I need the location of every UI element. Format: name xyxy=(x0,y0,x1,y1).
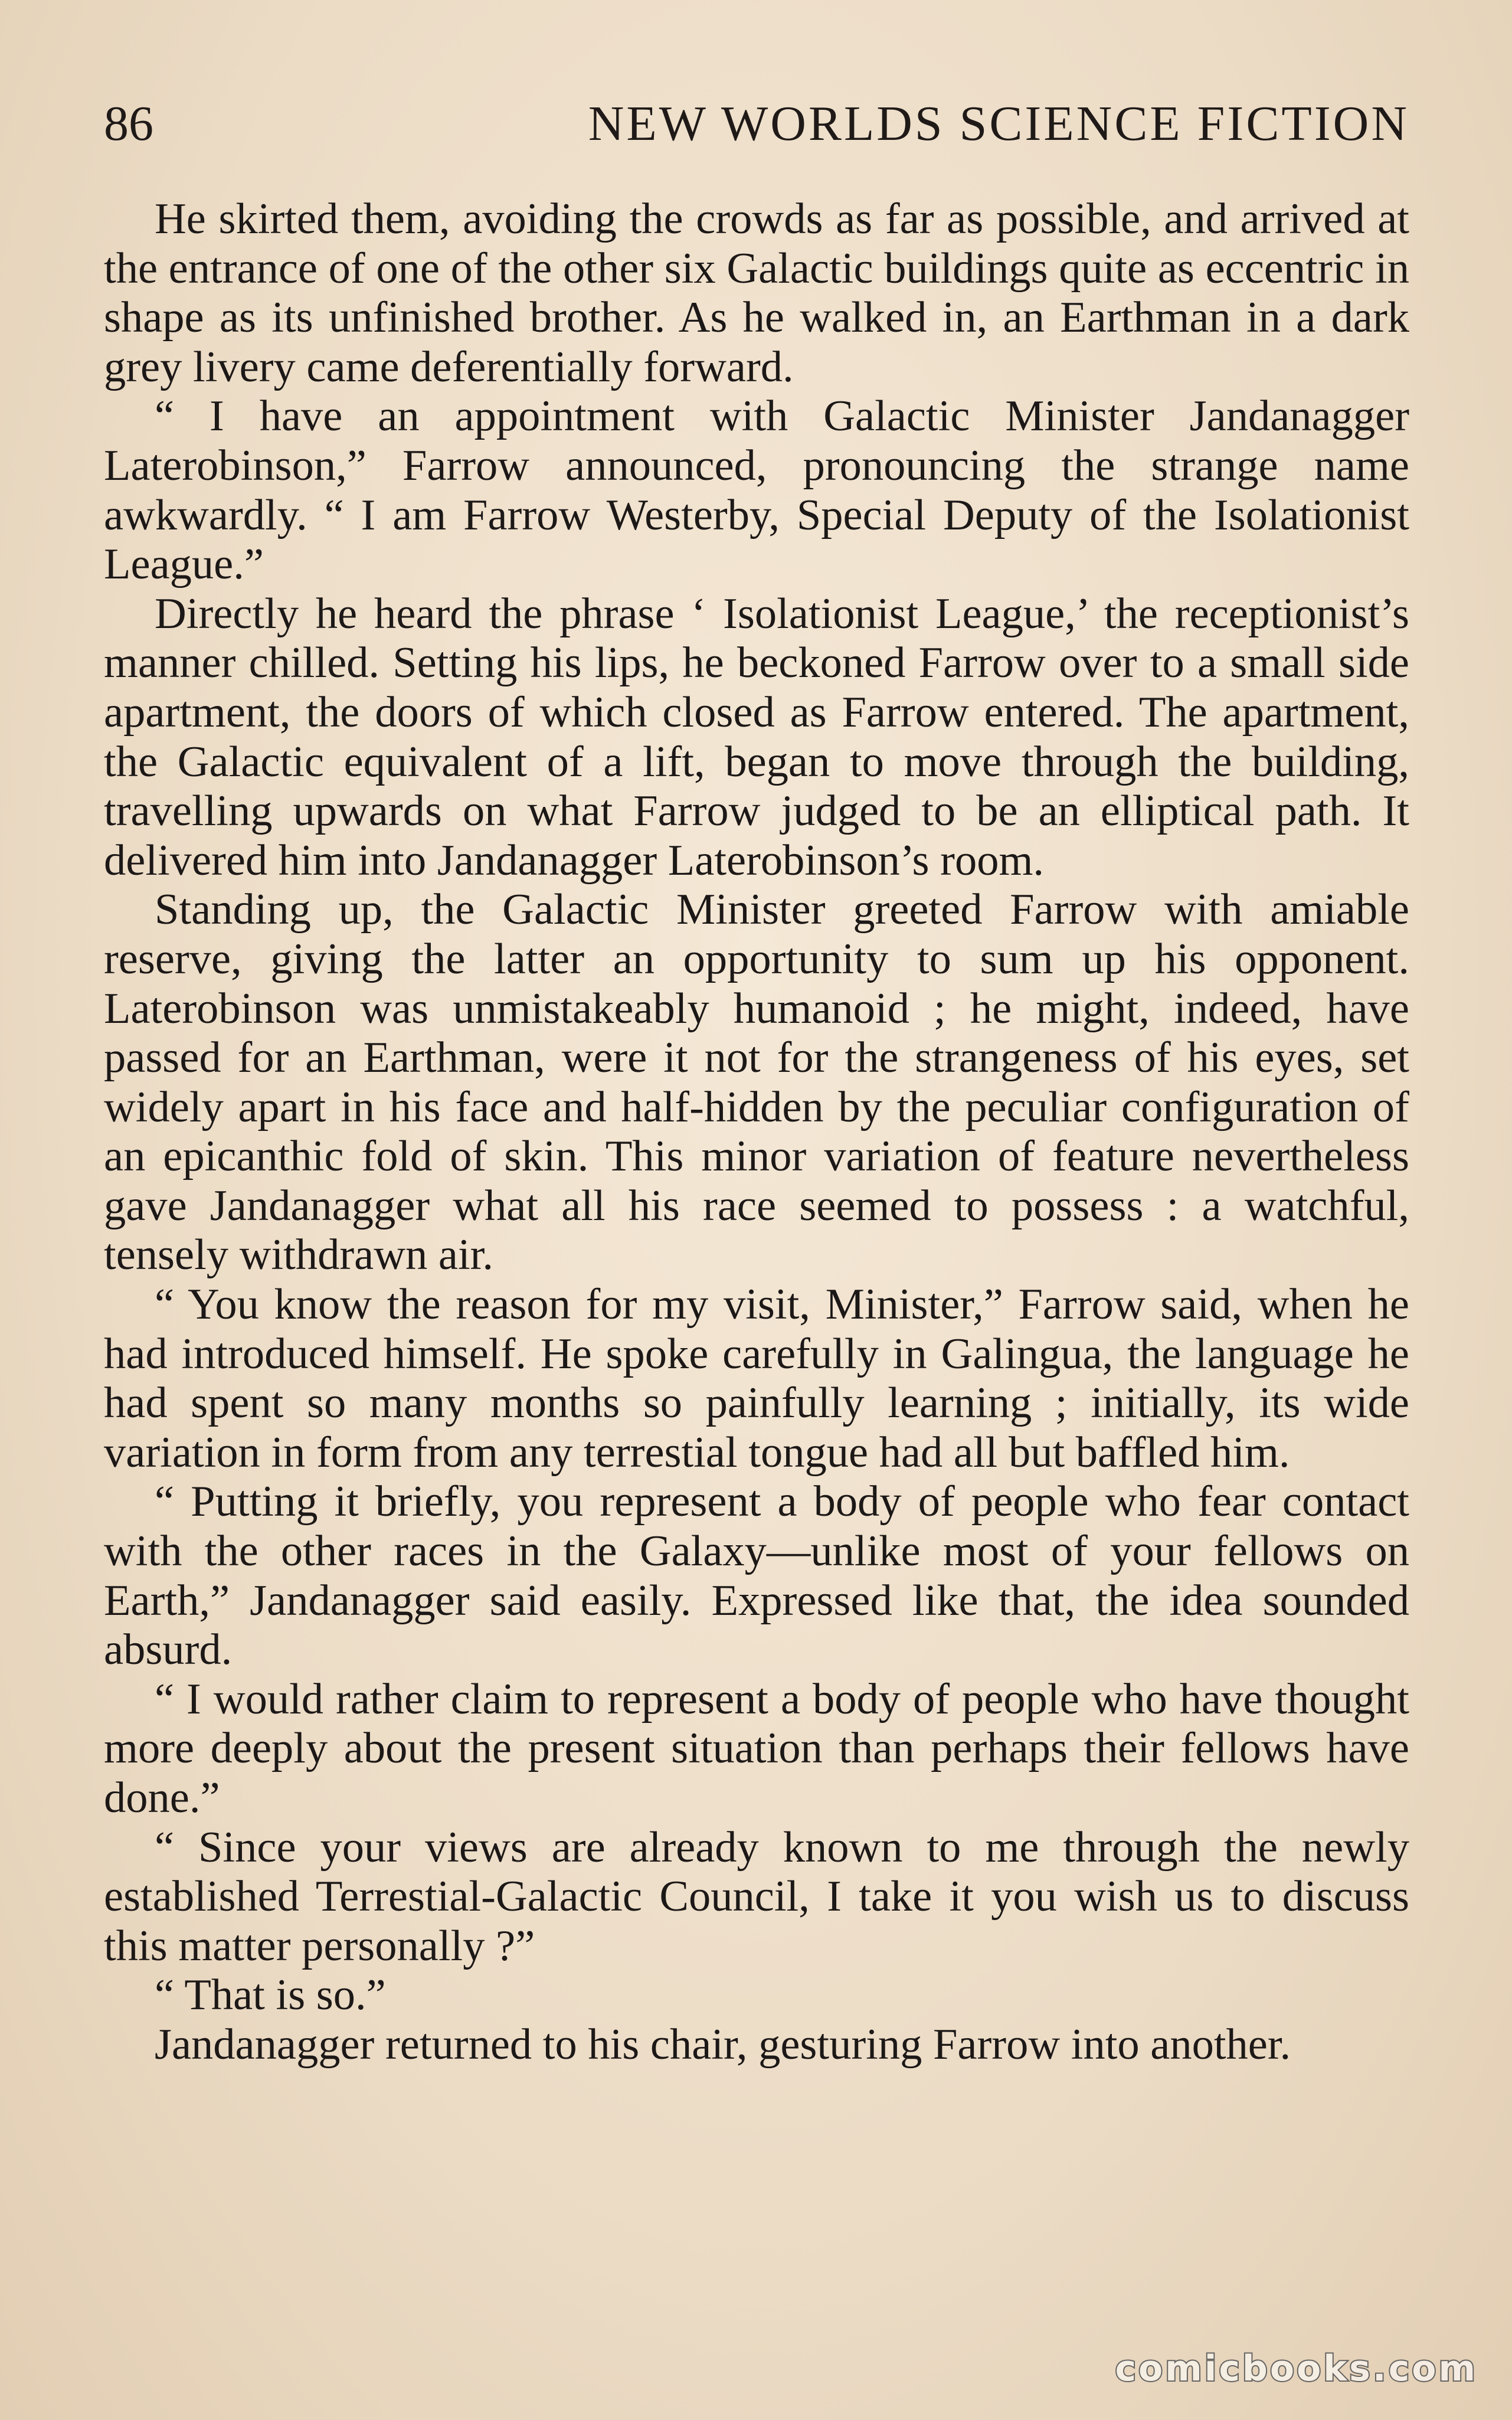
paragraph: “ Since your views are already known to me through the newly established Terrestial-Galactic Council, I take it you wish us to discuss this matter personally ?” xyxy=(104,1823,1409,1970)
paragraph: He skirted them, avoiding the crowds as far as possible, and arrived at the entrance of one of the other six Galactic buildings quite as eccentric in shape as its unfinished brother. As he walked in, an Earthman in a dark grey livery came deferentially forward. xyxy=(104,195,1409,391)
paragraph: “ Putting it briefly, you represent a body of people who fear contact with the other races in the Galaxy—unlike most of your fellows on Earth,” Jandanagger said easily. Expressed like that, the idea sounded absurd. xyxy=(104,1477,1409,1675)
running-header xyxy=(104,89,1409,159)
running-title: NEW WORLDS SCIENCE FICTION xyxy=(588,96,1409,151)
paragraph: “ I would rather claim to represent a body of people who have thought more deeply about the present situation than perhaps their fellows have done.” xyxy=(104,1675,1409,1822)
paragraph: Standing up, the Galactic Minister greeted Farrow with amiable reserve, giving the latter an opportunity to sum up his opponent. Laterobinson was unmistakeably humanoid ; he might, indeed, have passed for an Earthman, were it not for the strangeness of his eyes, set widely apart in his face and half-hidden by the peculiar configuration of an epicanthic fold of skin. This minor variation of feature nevertheless gave Jandanagger what all his race seemed to possess : a watchful, tensely withdrawn air. xyxy=(104,885,1409,1280)
paragraph: “ That is so.” xyxy=(155,1971,386,2020)
paragraph: “ You know the reason for my visit, Minister,” Farrow said, when he had introduced himself. He spoke carefully in Galingua, the language he had spent so many months so painfully learning ; initially, its wide variation in form from any terrestial tongue had all but baffled him. xyxy=(104,1280,1409,1477)
paragraph: “ I have an appointment with Galactic Minister Jandanagger Laterobinson,” Farrow announced, pronouncing the strange name awkwardly. “ I am Farrow Westerby, Special Deputy of the Isolationist League.” xyxy=(104,392,1409,589)
paragraph: Directly he heard the phrase ‘ Isolationist League,’ the receptionist’s manner chilled. Setting his lips, he beckoned Farrow over to a small side apartment, the doors of which closed as Farrow entered. The apartment, the Galactic equivalent of a lift, began to move through the building, travelling upwards on what Farrow judged to be an elliptical path. It delivered him into Jandanagger Laterobinson’s room. xyxy=(104,589,1409,885)
watermark: comicbooks.com xyxy=(1115,2348,1478,2389)
paragraph: Jandanagger returned to his chair, gesturing Farrow into another. xyxy=(155,2020,1291,2069)
body-text xyxy=(104,195,1409,2070)
page-number: 86 xyxy=(104,96,153,151)
